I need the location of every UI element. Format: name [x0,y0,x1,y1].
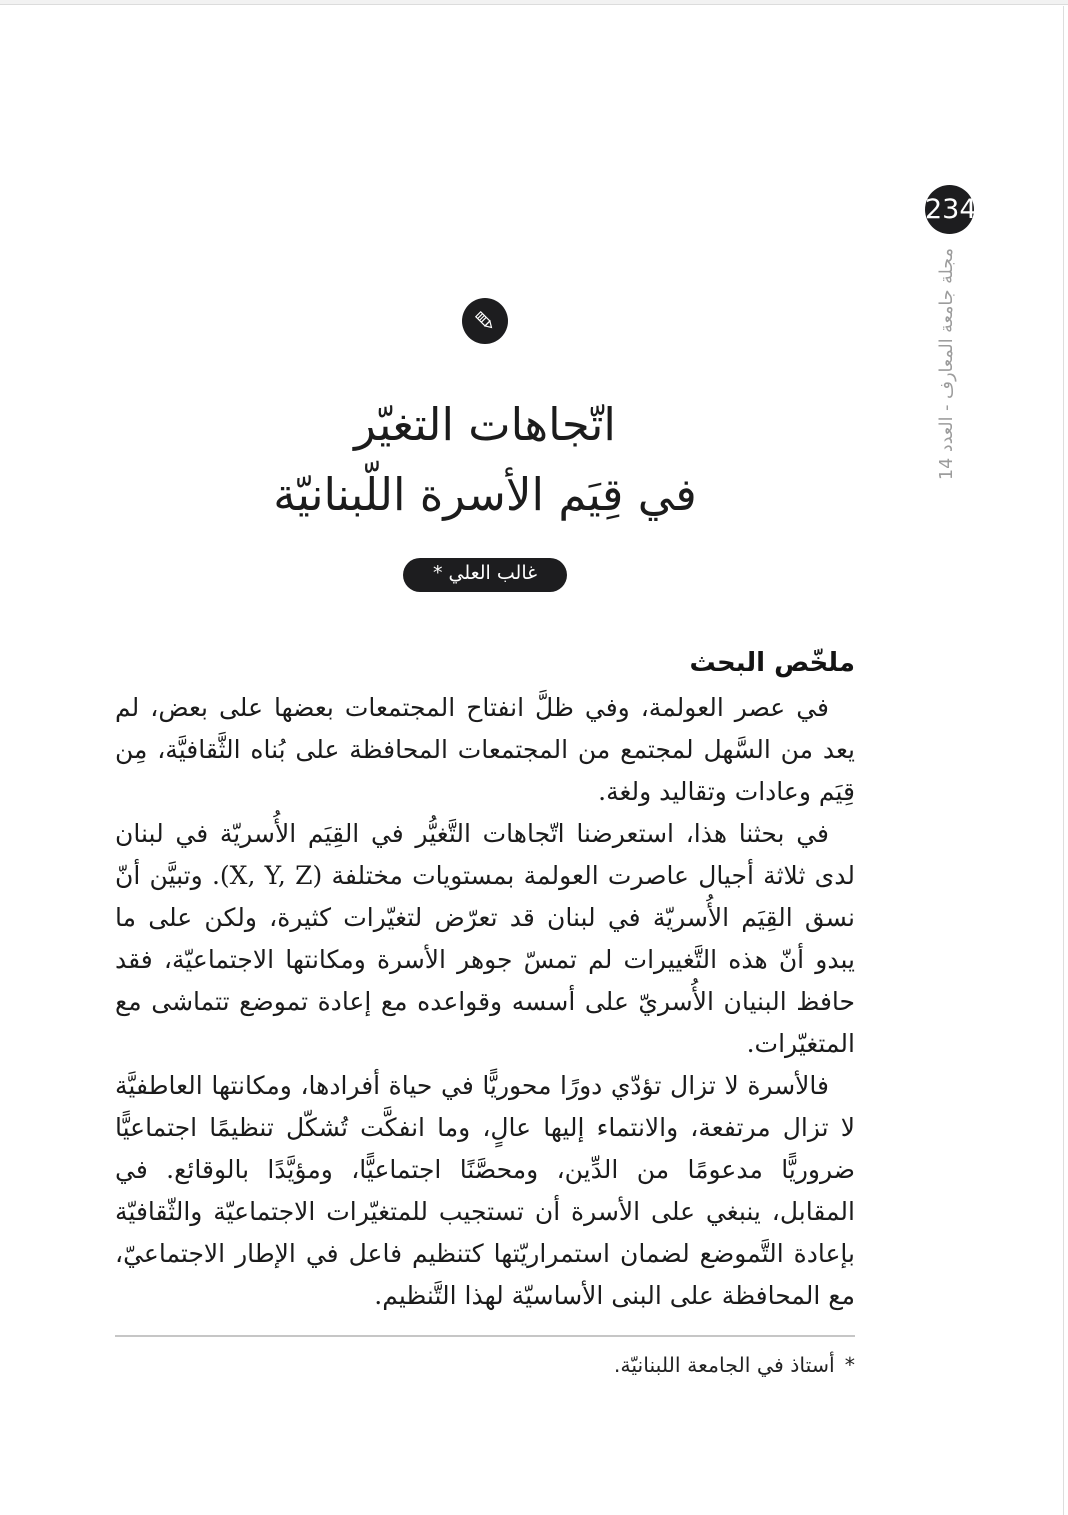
article-title [115,390,855,530]
pencil-icon [472,308,498,334]
article-title-line2: في قِيَم الأسرة اللّبنانيّة [273,468,697,521]
abstract-paragraph: فالأسرة لا تزال تؤدّي دورًا محوريًّا في حياة أفرادها، ومكانتها العاطفيَّة لا تزال مرتفعة، والانتماء إليها عالٍ، وما انفكَّت تُشكّل تنظيمًا اجتماعيًّا ضروريًّا مدعومًا من الدِّين، ومحصَّنًا اجتماعيًّا، ومؤيَّدًا بالوقائع. في المقابل، ينبغي على الأسرة أن تستجيب للمتغيّرات الاجتماعيّة والثّقافيّة بإعادة التَّموضع لضمان استمراريّتها كتنظيم فاعل في الإطار الاجتماعيّ، مع المحافظة على البنى الأساسيّة لهذا التَّنظيم. [115,1071,855,1310]
article-column [115,0,855,1377]
abstract-section [115,648,855,1317]
author-badge: غالب العلي * [403,558,567,592]
abstract-heading: ملخّص البحث [689,648,855,678]
journal-title-vertical: مجلة جامعة المعارف - العدد 14 [937,248,957,480]
article-title-line1: اتّجاهات التغيّر [354,398,616,451]
abstract-paragraph: في بحثنا هذا، استعرضنا اتّجاهات التَّغيُّر في القِيَم الأُسريّة في لبنان لدى ثلاثة أجيال عاصرت العولمة بمستويات مختلفة (X, Y, Z). وتبيَّن أنّ نسق القِيَم الأُسريّة في لبنان قد تعرّض لتغيّرات كثيرة، ولكن على ما يبدو أنّ هذه التَّغييرات لم تمسّ جوهر الأسرة ومكانتها الاجتماعيّة، فقد حافظ البنيان الأُسريّ على أسسه وقواعده مع إعادة تموضع تتماشى مع المتغيّرات. [115,819,855,1058]
abstract-paragraph: في عصر العولمة، وفي ظلَّ انفتاح المجتمعات بعضها على بعض، لم يعد من السَّهل لمجتمع من المجتمعات المحافظة على بُناه الثَّقافيَّة، مِن قِيَم وعادات وتقاليد ولغة. [115,693,855,806]
page-right-edge [1063,6,1064,1515]
page-number-badge: 234 [925,185,974,234]
footnote-text: أستاذ في الجامعة اللبنانيّة. [613,1353,835,1377]
footnote-marker: * [844,1353,855,1377]
footnote-divider [115,1335,855,1337]
article-type-badge [462,298,508,344]
footnote [115,1353,855,1377]
